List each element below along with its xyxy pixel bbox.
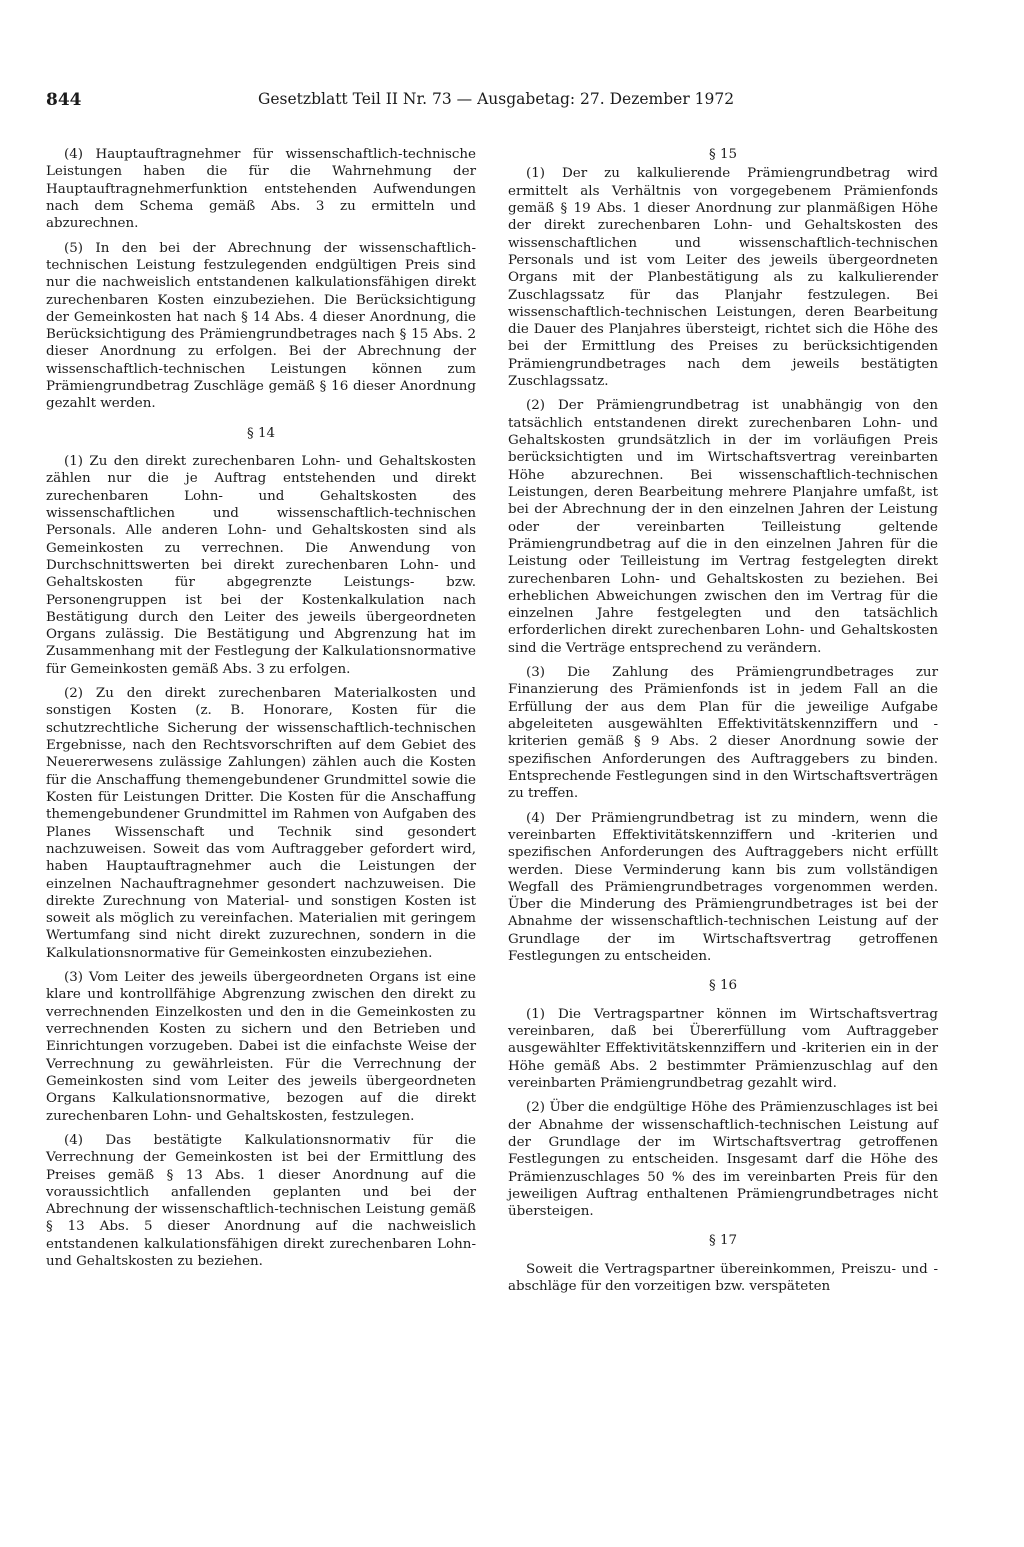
section-heading-14: § 14 <box>246 425 276 441</box>
paragraph-13-4: (4) Hauptauftragnehmer für wissenschaftlich-technische Leistungen haben die für die Wahrnehmung der Hauptauftragnehmerfunktion entstehenden Aufwendungen nach dem Schema gemäß Abs. 3 zu ermitteln und abzurechnen. <box>46 147 476 232</box>
gazette-issue-title: Gesetzblatt Teil II Nr. 73 — Ausgabetag: 27. Dezember 1972 <box>258 90 735 108</box>
paragraph-16-1: (1) Die Vertragspartner können im Wirtschaftsvertrag vereinbaren, daß bei Übererfüllung vom Auftraggeber ausgewählter Effektivitätskennziffern und -kriterien ein in der Höhe gemäß Abs. 2 bestimmter Prämienzuschlag auf den vereinbarten Prämiengrundbetrag gezahlt wird. <box>508 1006 938 1091</box>
paragraph-14-2: (2) Zu den direkt zurechenbaren Materialkosten und sonstigen Kosten (z. B. Honorare, Kosten für die schutzrechtliche Sicherung der wissenschaftlich-technischen Ergebnisse, nach den Rechtsvorschriften auf dem Gebiet des Neuererwesens zulässige Zahlungen) zählen auch die Kosten für die Anschaffung themengebundener Grundmittel sowie die Kosten für Leistungen Dritter. Die Kosten für die Anschaffung themengebundener Grundmittel im Rahmen von Aufgaben des Planes Wissenschaft und Technik sind gesondert nachzuweisen. Soweit das vom Auftraggeber gefordert wird, haben Hauptauftragnehmer auch die Leistungen der einzelnen Nachauftragnehmer gesondert nachzuweisen. Die direkte Zurechnung von Material- und sonstigen Kosten ist soweit als möglich zu vereinfachen. Materialien mit geringem Wertumfang sind nicht direkt zuzurechnen, sondern in die Kalkulationsnormative für Gemeinkosten einzubeziehen. <box>46 686 476 961</box>
page-number: 844 <box>46 90 82 110</box>
paragraph-15-1: (1) Der zu kalkulierende Prämiengrundbetrag wird ermittelt als Verhältnis von vorgegebenem Prämienfonds gemäß § 19 Abs. 1 dieser Anordnung zur planmäßigen Höhe der direkt zurechenbaren Lohn- und Gehaltskosten des wissenschaftlichen und wissenschaftlich-technischen Personals und ist vom Leiter des jeweils übergeordneten Organs mit der Planbestätigung als zu kalkulierender Zuschlagssatz für das Planjahr festzulegen. Bei wissenschaftlich-technischen Leistungen, deren Bearbeitung die Dauer des Planjahres übersteigt, richtet sich die Höhe des bei der Ermittlung des Preises zu berücksichtigenden Prämiengrundbetrages nach dem jeweils bestätigten Zuschlagssatz. <box>508 166 938 390</box>
left-column <box>46 146 476 1277</box>
paragraph-15-3: (3) Die Zahlung des Prämiengrundbetrages zur Finanzierung des Prämienfonds ist in jedem Fall an die Erfüllung der aus dem Plan für die jeweilige Aufgabe abgeleiteten ausgewählten Effektivitätskennziffern und -kriterien gemäß § 9 Abs. 2 dieser Anordnung sowie der spezifischen Anforderungen des Auftraggebers zu binden. Entsprechende Festlegungen sind in den Wirtschaftsverträgen zu treffen. <box>508 665 938 802</box>
section-heading-16: § 16 <box>708 978 738 994</box>
paragraph-15-4: (4) Der Prämiengrundbetrag ist zu mindern, wenn die vereinbarten Effektivitätskennziffern und -kriterien und spezifischen Anforderungen des Auftraggebers nicht erfüllt werden. Diese Verminderung kann bis zum vollständigen Wegfall des Prämiengrundbetrages vorgenommen werden. Über die Minderung des Prämiengrundbetrages ist bei der Abnahme der wissenschaftlich-technischen Leistung auf der Grundlage der im Wirtschaftsvertrag getroffenen Festlegungen zu entscheiden. <box>508 810 938 965</box>
page-header <box>46 90 762 114</box>
paragraph-15-2: (2) Der Prämiengrundbetrag ist unabhängig von den tatsächlich entstandenen direkt zurechenbaren Lohn- und Gehaltskosten grundsätzlich in der im vorläufigen Preis berücksichtigten und im Wirtschaftsvertrag vereinbarten Höhe abzurechnen. Bei wissenschaftlich-technischen Leistungen, deren Bearbeitung mehrere Planjahre umfaßt, ist bei der Abrechnung der in den einzelnen Jahren der Leistung oder der vereinbarten Teilleistung geltende Prämiengrundbetrag auf die in den einzelnen Jahren für die Leistung oder Teilleistung im Vertrag festgelegten direkt zurechenbaren Lohn- und Gehaltskosten zu beziehen. Bei erheblichen Abweichungen zwischen den im Vertrag für die einzelnen Jahre festgelegten und den tatsächlich erforderlichen direkt zurechenbaren Lohn- und Gehaltskosten sind die Verträge entsprechend zu verändern. <box>508 398 938 656</box>
paragraph-13-5: (5) In den bei der Abrechnung der wissenschaftlich-technischen Leistung festzulegenden endgültigen Preis sind nur die nachweislich entstandenen kalkulationsfähigen direkt zurechenbaren Kosten einzubeziehen. Die Berücksichtigung der Gemeinkosten hat nach § 14 Abs. 4 dieser Anordnung, die Berücksichtigung des Prämiengrundbetrages nach § 15 Abs. 2 dieser Anordnung zu erfolgen. Bei der Abrechnung der wissenschaftlich-technischen Leistungen können zum Prämiengrundbetrag Zuschläge gemäß § 16 dieser Anordnung gezahlt werden. <box>46 240 476 412</box>
paragraph-17-1: Soweit die Vertragspartner übereinkommen, Preiszu- und -abschläge für den vorzeitigen bzw. verspäteten <box>508 1261 938 1295</box>
paragraph-14-4: (4) Das bestätigte Kalkulationsnormativ für die Verrechnung der Gemeinkosten ist bei der Ermittlung des Preises gemäß § 13 Abs. 1 dieser Anordnung auf die voraussichtlich anfallenden geplanten und bei der Abrechnung der wissenschaftlich-technischen Leistung gemäß § 13 Abs. 5 dieser Anordnung auf die nachweislich entstandenen kalkulationsfähigen direkt zurechenbaren Lohn- und Gehaltskosten zu beziehen. <box>46 1132 476 1270</box>
section-heading-15: § 15 <box>708 147 738 162</box>
paragraph-16-2: (2) Über die endgültige Höhe des Prämienzuschlages ist bei der Abnahme der wissenschaftlich-technischen Leistung auf der Grundlage der im Wirtschaftsvertrag getroffenen Festlegungen zu entscheiden. Insgesamt darf die Höhe des Prämienzuschlages 50 % des im vereinbarten Preis für den jeweiligen Auftrag enthaltenen Prämiengrundbetrages nicht übersteigen. <box>508 1100 938 1220</box>
paragraph-14-1: (1) Zu den direkt zurechenbaren Lohn- und Gehaltskosten zählen nur die je Auftrag entstehenden und direkt zurechenbaren Lohn- und Gehaltskosten des wissenschaftlichen und wissenschaftlich-technischen Personals. Alle anderen Lohn- und Gehaltskosten sind als Gemeinkosten zu verrechnen. Die Anwendung von Durchschnittswerten bei direkt zurechenbaren Lohn- und Gehaltskosten für abgegrenzte Leistungs- bzw. Personengruppen ist bei der Kostenkalkulation nach Bestätigung durch den Leiter des jeweils übergeordneten Organs zulässig. Die Bestätigung und Abgrenzung hat im Zusammenhang mit der Festlegung der Kalkulationsnormative für Gemeinkosten gemäß Abs. 3 zu erfolgen. <box>46 454 476 677</box>
paragraph-14-3: (3) Vom Leiter des jeweils übergeordneten Organs ist eine klare und kontrollfähige Abgrenzung zwischen den direkt zu verrechnenden Einzelkosten und den in die Gemeinkosten zu verrechnenden Kosten zu sichern und den Betrieben und Einrichtungen vorzugeben. Dabei ist die einfachste Weise der Verrechnung zu gewährleisten. Für die Verrechnung der Gemeinkosten sind vom Leiter des jeweils übergeordneten Organs Kalkulationsnormative, bezogen auf die direkt zurechenbaren Lohn- und Gehaltskosten, festzulegen. <box>46 970 476 1124</box>
right-column <box>508 146 938 1302</box>
section-heading-17: § 17 <box>708 1233 738 1249</box>
